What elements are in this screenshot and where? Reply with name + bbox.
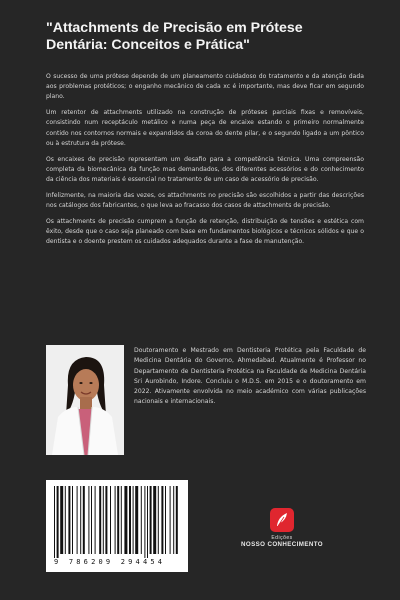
- publisher-label: Edições: [271, 535, 293, 541]
- isbn-number: 9 786209 294454: [54, 558, 166, 566]
- paragraph: Infelizmente, na maioria das vezes, os attachments no precisão são escolhidos a partir das descrições nos catálogos dos fabricantes, o que leva ao fracasso dos casos de attachments de precisão.: [46, 191, 364, 210]
- paragraph: Os encaixes de precisão representam um desafio para a competência técnica. Uma compreensão completa da biomecânica da função mas demandados, dos diferentes acessórios e do conhecimento da ciência dos materiais é essencial no tratamento de um caso de acessório de precisão.: [46, 155, 364, 184]
- paragraph: Um retentor de attachments utilizado na construção de próteses parciais fixas e removíveis, consistindo num receptáculo metálico e numa peça de encaixe estando o primeiro normalmente contido nos contornos normais e expandidos da coroa do dente pilar, e o segundo ligado a um pôntico ou à estrutura da prótese.: [46, 109, 364, 147]
- barcode-icon: [52, 486, 182, 558]
- isbn-barcode: [46, 480, 188, 572]
- feather-logo-icon: [270, 508, 294, 532]
- back-cover-text: [46, 72, 364, 253]
- book-title: "Attachments de Precisão em Prótese Dentária: Conceitos e Prática": [46, 20, 303, 53]
- paragraph: Os attachments de precisão cumprem a função de retenção, distribuição de tensões e estética com êxito, desde que o caso seja planeado com base em fundamentos biológicos e técnicos sólidos e que o dentista e o doente prestem os cuidados adequados durante a fase de manutenção.: [46, 217, 364, 246]
- publisher-block: [240, 508, 324, 548]
- author-photo: [46, 345, 124, 455]
- publisher-name: NOSSO CONHECIMENTO: [240, 541, 324, 548]
- paragraph: O sucesso de uma prótese depende de um planeamento cuidadoso do tratamento e da atenção dada aos problemas protéticos; o enganho mecânico de cada xc é importante, mas deve ficar em segundo plano.: [46, 73, 364, 101]
- author-bio: Doutoramento e Mestrado em Dentisteria Protética pela Faculdade de Medicina Dentária do Governo, Ahmedabad. Atualmente é Professor no Departamento de Dentisteria Protética na Faculdade de Medicina Dentária Sri Aurobindo, Indore. Concluiu o M.D.S. em 2015 e o doutoramento em 2022. Ativamente envolvida no meio académico com várias publicações nacionais e internacionais.: [134, 347, 366, 406]
- author-portrait-icon: [46, 345, 124, 455]
